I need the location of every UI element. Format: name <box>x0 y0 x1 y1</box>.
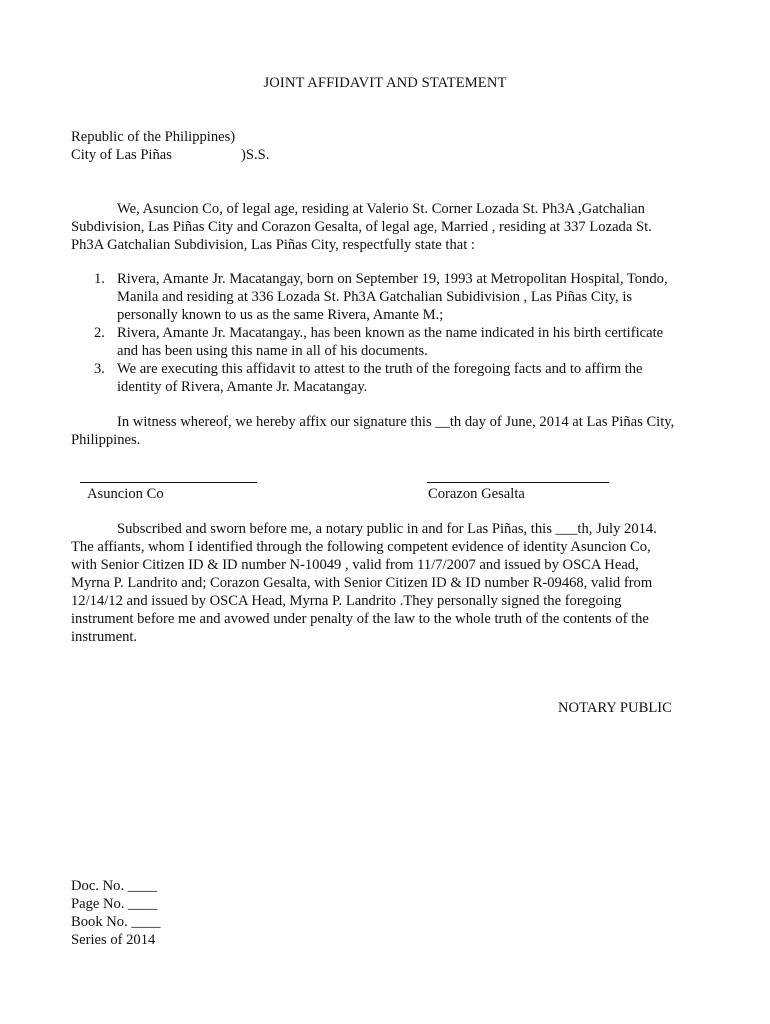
jurat-line: Subscribed and sworn before me, a notary public in and for Las Piñas, this ___th, July 2014. <box>117 521 657 537</box>
notary-public-label: NOTARY PUBLIC <box>558 700 672 716</box>
venue-city <box>71 146 270 164</box>
intro-paragraph <box>71 200 703 254</box>
list-item <box>71 270 711 324</box>
notarial-register-block <box>71 877 161 949</box>
series-year: Series of 2014 <box>71 932 156 948</box>
list-item-line: Rivera, Amante Jr. Macatangay., has been known as the name indicated in his birth certificate <box>117 325 664 341</box>
list-item-number: 1. <box>94 271 105 287</box>
signature-line-first <box>80 482 257 483</box>
doc-number: Doc. No. ____ <box>71 878 157 894</box>
list-item-number: 2. <box>94 325 105 341</box>
jurat-line: instrument. <box>71 629 138 645</box>
venue-ss: )S.S. <box>241 147 270 163</box>
list-item-line: and has been using this name in all of his documents. <box>117 343 428 359</box>
witness-line: Philippines. <box>71 432 141 448</box>
signature-line-second <box>427 482 609 483</box>
list-item <box>71 324 711 360</box>
jurat-paragraph <box>71 520 703 646</box>
list-item-line: Rivera, Amante Jr. Macatangay, born on September 19, 1993 at Metropolitan Hospital, Tondo, <box>117 271 668 287</box>
jurat-line: Myrna P. Landrito and; Corazon Gesalta, with Senior Citizen ID & ID number R-09468, valid from <box>71 575 653 591</box>
intro-line: Ph3A Gatchalian Subdivision, Las Piñas City, respectfully state that : <box>71 237 475 253</box>
list-item-line: Manila and residing at 336 Lozada St. Ph3A Gatchalian Subidivision , Las Piñas City, is <box>117 289 633 305</box>
page-number: Page No. ____ <box>71 896 158 912</box>
jurat-line: instrument before me and avowed under penalty of the law to the whole truth of the contents of the <box>71 611 649 627</box>
list-item-line: personally known to us as the same Rivera, Amante M.; <box>117 307 444 323</box>
intro-line: Subdivision, Las Piñas City and Corazon Gesalta, of legal age, Married , residing at 337 Lozada St. <box>71 219 652 235</box>
list-item-number: 3. <box>94 361 105 377</box>
witness-paragraph <box>71 413 703 449</box>
book-number: Book No. ____ <box>71 914 161 930</box>
signatory-name-first: Asuncion Co <box>87 486 164 502</box>
list-item <box>71 360 711 396</box>
list-item-line: identity of Rivera, Amante Jr. Macatangay. <box>117 379 368 395</box>
list-item-line: We are executing this affidavit to attest to the truth of the foregoing facts and to affirm the <box>117 361 643 377</box>
jurat-line: The affiants, whom I identified through the following competent evidence of identity Asuncion Co, <box>71 539 651 555</box>
intro-line: We, Asuncion Co, of legal age, residing at Valerio St. Corner Lozada St. Ph3A ,Gatchalian <box>117 201 645 217</box>
jurat-line: with Senior Citizen ID & ID number N-10049 , valid from 11/7/2007 and issued by OSCA Head, <box>71 557 639 573</box>
witness-line: In witness whereof, we hereby affix our signature this __th day of June, 2014 at Las Piñas City, <box>117 414 675 430</box>
venue-city-label: City of Las Piñas <box>71 147 172 163</box>
signatory-name-second: Corazon Gesalta <box>428 486 525 502</box>
venue-republic: Republic of the Philippines) <box>71 129 236 145</box>
jurat-line: 12/14/12 and issued by OSCA Head, Myrna P. Landrito .They personally signed the foregoing <box>71 593 622 609</box>
document-title: JOINT AFFIDAVIT AND STATEMENT <box>263 75 507 91</box>
statement-list <box>71 270 711 396</box>
